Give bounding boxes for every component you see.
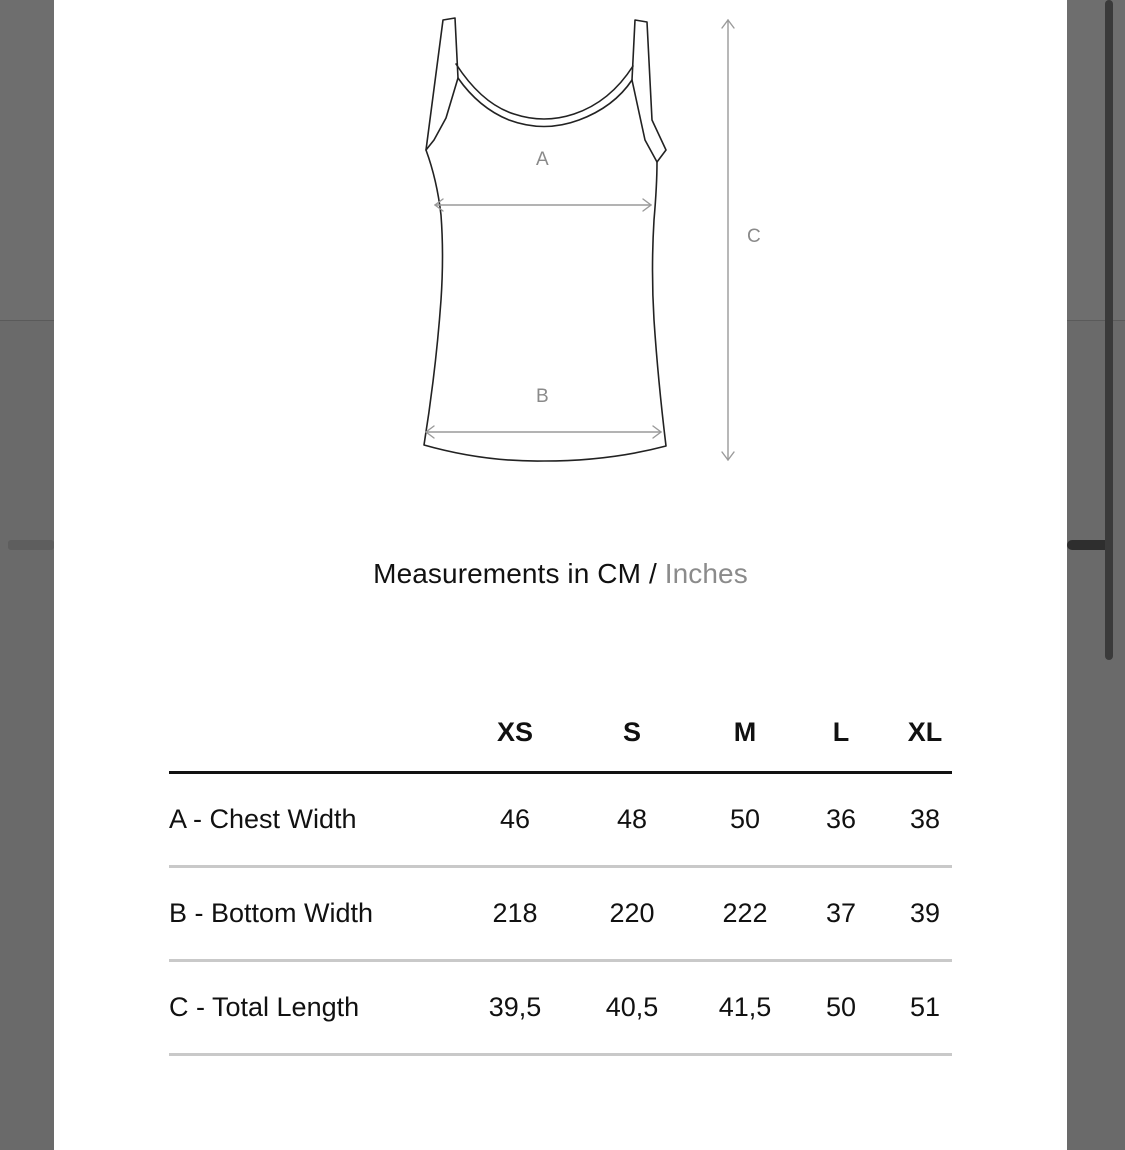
size-table: [169, 708, 952, 1056]
backdrop-divider-left: [0, 320, 54, 321]
table-cell: 39: [909, 898, 941, 928]
table-row-total-length: [169, 962, 952, 1056]
table-cell: 218: [492, 898, 538, 928]
table-cell: 40,5: [605, 992, 659, 1022]
size-header-xs: XS: [496, 716, 534, 747]
size-header-m: M: [733, 716, 757, 747]
garment-diagram: [54, 0, 1067, 500]
table-cell: 48: [616, 804, 648, 834]
row-label: A - Chest Width: [169, 804, 357, 834]
tank-top-illustration: [54, 0, 1067, 500]
backdrop-divider-right: [1067, 320, 1125, 321]
size-header-xl: XL: [907, 716, 943, 747]
backdrop-overlay-right: [1067, 0, 1125, 320]
table-cell: 51: [909, 992, 941, 1022]
label-c: C: [747, 226, 761, 247]
table-cell: 38: [909, 804, 941, 834]
table-cell: 50: [729, 804, 761, 834]
left-strap: [426, 18, 458, 150]
scrollbar[interactable]: [1105, 0, 1113, 660]
table-cell: 220: [609, 898, 655, 928]
table-cell: 50: [825, 992, 857, 1022]
size-header-s: S: [622, 716, 641, 747]
size-guide-sheet: [54, 0, 1067, 1150]
row-label: C - Total Length: [169, 992, 360, 1022]
table-row-chest-width: [169, 774, 952, 868]
label-a: A: [536, 149, 549, 170]
size-header-row: [169, 708, 952, 774]
right-strap: [632, 20, 666, 162]
unit-cm[interactable]: Measurements in CM: [373, 558, 642, 589]
body-outline: [424, 150, 666, 461]
row-label: B - Bottom Width: [169, 898, 374, 928]
size-header-l: L: [832, 716, 850, 747]
table-cell: 41,5: [718, 992, 772, 1022]
measurement-units-heading: [54, 558, 1067, 590]
backdrop-handle-left: [8, 540, 54, 550]
table-cell: 36: [825, 804, 857, 834]
backdrop-overlay-left: [0, 0, 54, 320]
table-row-bottom-width: [169, 868, 952, 962]
table-cell: 46: [499, 804, 531, 834]
label-b: B: [536, 386, 549, 407]
unit-inches[interactable]: Inches: [664, 558, 748, 589]
unit-separator: /: [648, 558, 657, 589]
table-cell: 39,5: [488, 992, 542, 1022]
neckline-inner: [456, 64, 633, 119]
table-cell: 37: [825, 898, 857, 928]
table-cell: 222: [722, 898, 768, 928]
